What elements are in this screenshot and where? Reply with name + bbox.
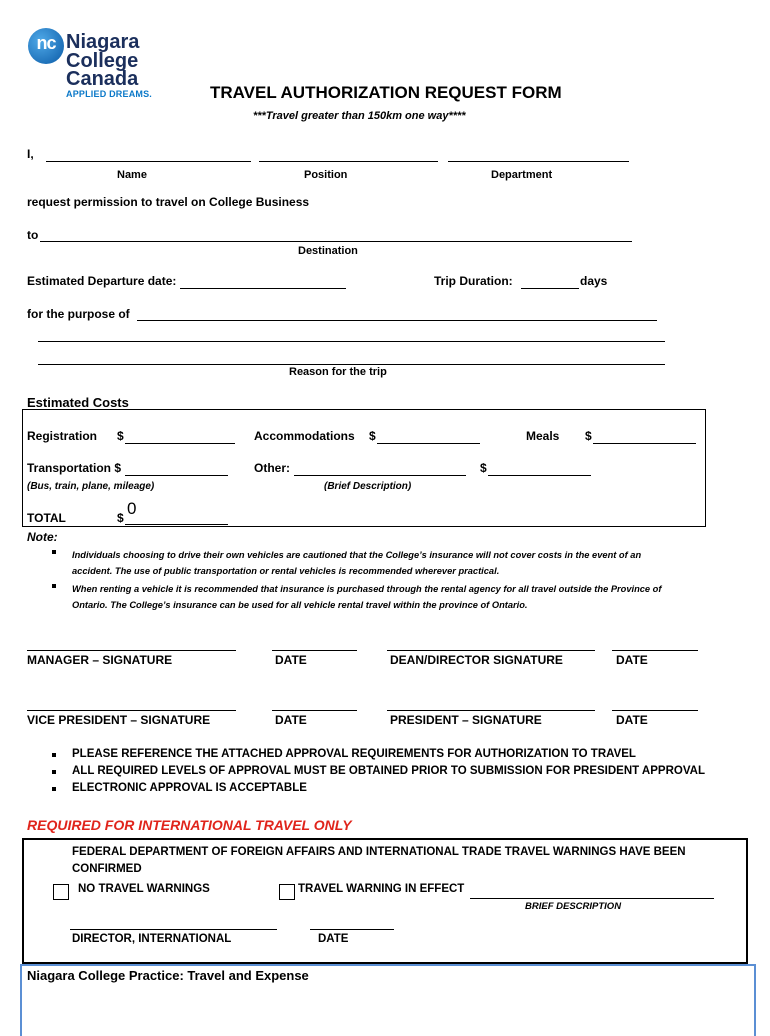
other-hint: (Brief Description) xyxy=(324,481,412,492)
other-label: Other: xyxy=(254,461,290,475)
intro-prefix: I, xyxy=(27,147,34,161)
president-date-field[interactable] xyxy=(612,710,698,711)
logo-word-niagara: Niagara xyxy=(66,31,140,53)
requirement-2: ALL REQUIRED LEVELS OF APPROVAL MUST BE OBTAINED PRIOR TO SUBMISSION FOR PRESIDENT APPROVAL xyxy=(72,765,705,777)
costs-box xyxy=(22,409,706,527)
dean-signature-label: DEAN/DIRECTOR SIGNATURE xyxy=(390,653,563,667)
department-field[interactable] xyxy=(448,161,629,162)
manager-signature-field[interactable] xyxy=(27,650,236,651)
brief-description-field[interactable] xyxy=(470,898,714,899)
meals-dollar: $ xyxy=(585,429,592,443)
registration-dollar: $ xyxy=(117,429,124,443)
purpose-label: for the purpose of xyxy=(27,307,130,321)
registration-field[interactable] xyxy=(125,443,235,444)
registration-label: Registration xyxy=(27,429,98,443)
brief-description-label: BRIEF DESCRIPTION xyxy=(525,901,622,912)
purpose-field[interactable] xyxy=(137,320,657,321)
departure-label: Estimated Departure date: xyxy=(27,274,177,288)
vp-signature-field[interactable] xyxy=(27,710,236,711)
director-date-field[interactable] xyxy=(310,929,394,930)
director-date-label: DATE xyxy=(318,933,349,945)
travel-warning-label: TRAVEL WARNING IN EFFECT xyxy=(298,883,465,895)
meals-label: Meals xyxy=(526,429,560,443)
requirement-bullet-1 xyxy=(52,753,56,757)
total-dollar: $ xyxy=(117,511,124,525)
destination-label: Destination xyxy=(298,245,358,257)
manager-date-field[interactable] xyxy=(272,650,357,651)
logo-word-college: College xyxy=(66,50,139,72)
practice-box-title: Niagara College Practice: Travel and Expense xyxy=(27,968,309,983)
director-label: DIRECTOR, INTERNATIONAL xyxy=(72,933,232,945)
no-travel-warnings-label: NO TRAVEL WARNINGS xyxy=(78,883,210,895)
note-bullet-2 xyxy=(52,584,56,588)
costs-heading: Estimated Costs xyxy=(27,395,129,410)
logo-word-canada: Canada xyxy=(66,68,139,90)
form-subtitle: ***Travel greater than 150km one way**** xyxy=(253,110,466,122)
other-description-field[interactable] xyxy=(294,475,466,476)
requirement-3: ELECTRONIC APPROVAL IS ACCEPTABLE xyxy=(72,782,307,794)
destination-prefix: to xyxy=(27,228,39,242)
total-field[interactable] xyxy=(125,524,228,525)
international-heading: REQUIRED FOR INTERNATIONAL TRAVEL ONLY xyxy=(27,817,352,833)
vp-date-field[interactable] xyxy=(272,710,357,711)
name-label: Name xyxy=(117,169,147,181)
note-bullet-1 xyxy=(52,550,56,554)
form-title: TRAVEL AUTHORIZATION REQUEST FORM xyxy=(210,83,562,102)
meals-field[interactable] xyxy=(593,443,696,444)
no-travel-warnings-checkbox[interactable] xyxy=(53,884,69,900)
requirement-bullet-3 xyxy=(52,787,56,791)
position-label: Position xyxy=(304,169,348,181)
position-field[interactable] xyxy=(259,161,438,162)
manager-date-label: DATE xyxy=(275,653,307,667)
other-dollar: $ xyxy=(480,461,487,475)
director-signature-field[interactable] xyxy=(70,929,277,930)
purpose-field-line2[interactable] xyxy=(38,341,665,342)
vp-signature-label: VICE PRESIDENT – SIGNATURE xyxy=(27,713,211,727)
other-amount-field[interactable] xyxy=(488,475,591,476)
accommodations-dollar: $ xyxy=(369,429,376,443)
departure-date-field[interactable] xyxy=(180,288,346,289)
requirement-1: PLEASE REFERENCE THE ATTACHED APPROVAL REQUIREMENTS FOR AUTHORIZATION TO TRAVEL xyxy=(72,748,636,760)
president-signature-label: PRESIDENT – SIGNATURE xyxy=(390,713,542,727)
name-field[interactable] xyxy=(46,161,251,162)
vp-date-label: DATE xyxy=(275,713,307,727)
travel-warning-checkbox[interactable] xyxy=(279,884,295,900)
transportation-field[interactable] xyxy=(125,475,228,476)
request-text: request permission to travel on College Business xyxy=(27,195,310,209)
department-label: Department xyxy=(491,169,553,181)
transportation-hint: (Bus, train, plane, mileage) xyxy=(27,481,155,492)
logo-tagline: APPLIED DREAMS. xyxy=(66,89,153,99)
trip-duration-field[interactable] xyxy=(521,288,579,289)
accommodations-label: Accommodations xyxy=(254,429,355,443)
president-date-label: DATE xyxy=(616,713,648,727)
total-label: TOTAL xyxy=(27,511,66,525)
note-item-2: When renting a vehicle it is recommended that insurance is purchased through the rental agency for all travel outside the Province of Ontario. The College’s insurance can be used for all vehicle rental travel within the province of Ontario. xyxy=(72,584,662,610)
trip-duration-unit: days xyxy=(580,274,608,288)
note-item-1: Individuals choosing to drive their own vehicles are cautioned that the College’s insurance will not cover costs in the event of an accident. The use of public transportation or rental vehicles is recommended wherever practical. xyxy=(72,550,642,576)
accommodations-field[interactable] xyxy=(377,443,480,444)
dean-date-field[interactable] xyxy=(612,650,698,651)
president-signature-field[interactable] xyxy=(387,710,595,711)
logo-initials: nc xyxy=(36,33,56,53)
reason-label: Reason for the trip xyxy=(289,366,387,378)
dean-signature-field[interactable] xyxy=(387,650,595,651)
total-value: 0 xyxy=(127,499,137,518)
dean-date-label: DATE xyxy=(616,653,648,667)
federal-line-1: FEDERAL DEPARTMENT OF FOREIGN AFFAIRS AND INTERNATIONAL TRADE TRAVEL WARNINGS HAVE BEEN xyxy=(72,846,686,858)
transportation-label: Transportation $ xyxy=(27,461,122,475)
manager-signature-label: MANAGER – SIGNATURE xyxy=(27,653,173,667)
trip-duration-label: Trip Duration: xyxy=(434,274,513,288)
federal-line-2: CONFIRMED xyxy=(72,863,142,875)
note-label: Note: xyxy=(27,530,58,544)
requirement-bullet-2 xyxy=(52,770,56,774)
purpose-field-line3[interactable] xyxy=(38,364,665,365)
destination-field[interactable] xyxy=(40,241,632,242)
